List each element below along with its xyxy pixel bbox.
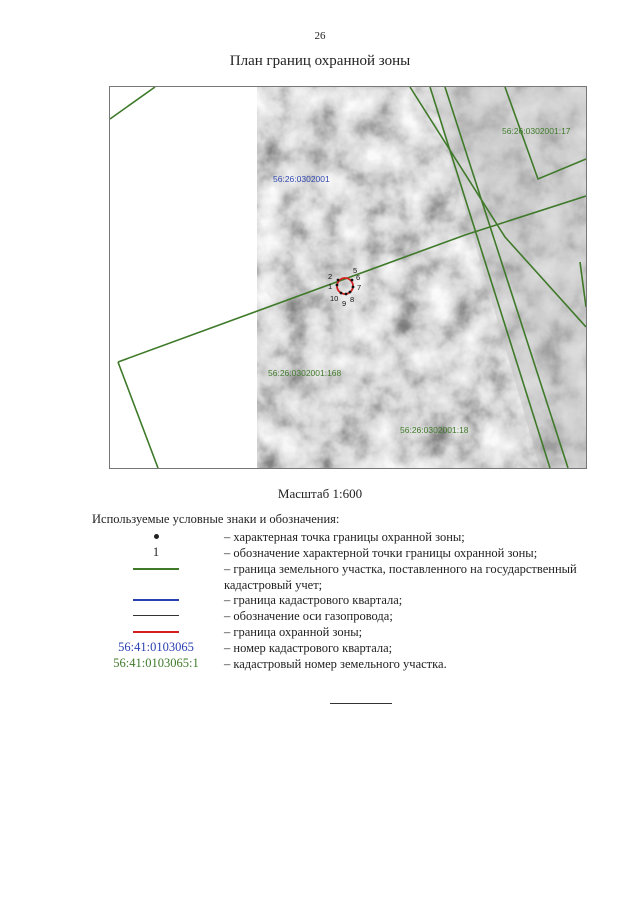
point-label-5: 5 [353, 266, 358, 275]
parcel-label-se: 56:26:0302001:18 [400, 425, 469, 435]
legend-item-zone-boundary [92, 624, 612, 640]
legend-item-pipeline-axis [92, 608, 612, 624]
legend-item-point-number [92, 545, 612, 561]
quarter-number-label: 56:26:0302001 [273, 174, 330, 184]
signature-line [330, 703, 392, 704]
legend-text: – характерная точка границы охранной зоны; [224, 530, 465, 544]
legend-text: – обозначение характерной точки границы охранной зоны; [224, 546, 538, 560]
legend-item-parcel-number [92, 656, 612, 672]
point-label-1: 1 [328, 282, 333, 291]
legend-text: – граница земельного участка, поставленного на государственный кадастровый учет; [224, 562, 577, 592]
parcel-label-ne: 56:26:0302001:17 [502, 126, 571, 136]
legend-item-parcel-boundary [92, 561, 612, 593]
point-label-2: 2 [328, 272, 333, 281]
legend-item-point [92, 529, 612, 545]
point-label-9: 9 [342, 299, 347, 308]
black-line-icon [133, 615, 179, 616]
point-number-symbol: 1 [152, 545, 160, 559]
point-label-6: 6 [356, 273, 361, 282]
page-title: План границ охранной зоны [229, 53, 411, 69]
protection-zone-map [109, 86, 587, 469]
legend-text: – граница охранной зоны; [224, 625, 363, 639]
map-canvas [110, 87, 586, 468]
scale-text: Масштаб 1:600 [277, 486, 363, 501]
legend-text: – кадастровый номер земельного участка. [224, 657, 447, 671]
red-line-icon [133, 631, 179, 633]
legend-text: – граница кадастрового квартала; [224, 593, 403, 607]
point-label-7: 7 [357, 283, 362, 292]
quarter-number-sample: 56:41:0103065 [118, 640, 194, 654]
legend-text: – номер кадастрового квартала; [224, 641, 393, 655]
green-line-icon [133, 568, 179, 570]
parcel-label-mid: 56:26:0302001:168 [268, 368, 342, 378]
legend-title: Используемые условные знаки и обозначения: [92, 512, 340, 526]
blue-line-icon [133, 599, 179, 601]
legend-item-quarter-number [92, 640, 612, 656]
legend-item-quarter-boundary [92, 592, 612, 608]
point-label-10: 10 [330, 294, 339, 303]
parcel-number-sample: 56:41:0103065:1 [113, 656, 199, 670]
legend-text: – обозначение оси газопровода; [224, 609, 393, 623]
point-dot-icon [154, 534, 159, 539]
point-label-8: 8 [350, 295, 355, 304]
page-number: 26 [314, 30, 326, 42]
